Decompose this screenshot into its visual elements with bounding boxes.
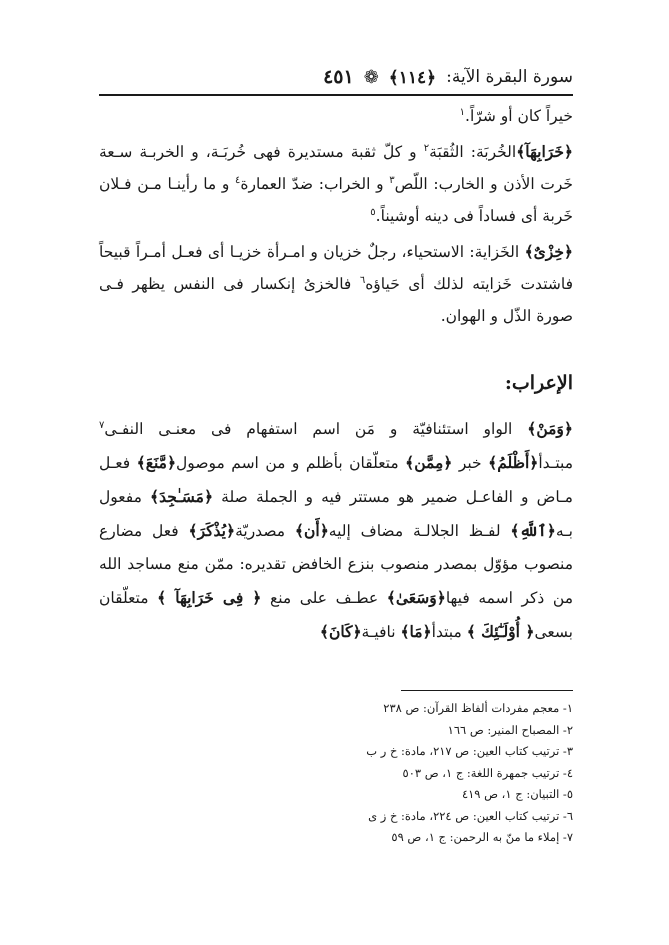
quran-word: ﴿أَن﴾ — [294, 521, 329, 540]
footnote-marker: ٧ — [99, 419, 105, 431]
quran-word: ﴿مَسَـٰجِدَ﴾ — [150, 487, 214, 506]
quran-word: ﴿وَمَنْ﴾ — [527, 419, 573, 438]
header-divider — [99, 94, 573, 96]
quran-word: ﴿مَا﴾ — [400, 622, 432, 641]
footnote-marker: ٦ — [359, 274, 366, 286]
quran-word: ﴿وَسَعَىٰ﴾ — [386, 588, 446, 607]
quran-word: ﴿كَانَ﴾ — [319, 622, 362, 641]
surah-label: سورة البقرة الآية: — [446, 67, 573, 87]
quran-word: ﴿خِزْىٌ﴾ — [524, 242, 573, 261]
page-number: ٤٥١ — [323, 66, 354, 88]
quran-word: ﴿ٱللَّهِ﴾ — [510, 521, 556, 540]
footnote-marker: ٤ — [234, 174, 241, 186]
ayah-reference: ﴿١١٤﴾ — [388, 67, 437, 88]
footnote-marker: ١ — [459, 106, 466, 118]
page-header — [99, 60, 573, 94]
quran-word: ﴿ فِى خَرَابِهَآ ﴾ — [157, 588, 262, 607]
quran-word: ﴿أَظْلَمُ﴾ — [488, 453, 539, 472]
footnote-marker: ٥ — [370, 206, 376, 218]
flower-ornament-icon: ❁ — [363, 66, 379, 88]
paragraph-khizy: ﴿خِزْىٌ﴾ الخَزاية: الاستحياء، رجلٌ خزيان و امـرأة خزيـا أى فعـل أمـراً قبيحاً فاشتدت خَزايته لذلك أى حَياؤه$^٦$ فالخزىُ إنكسار فى النفس يظهر فـى صورة الذّل و الهوان. — [99, 242, 573, 325]
footnote-item: ٦- ترتيب كتاب العين: ص ٢٢٤، مادة: خ ز ى — [368, 808, 573, 823]
footnote-item: ٣- ترتيب كتاب العين: ص ٢١٧، مادة: خ ر ب — [366, 744, 573, 758]
footnote-marker: ٣ — [389, 174, 395, 186]
quran-word: ﴿مِمَّن﴾ — [405, 453, 453, 472]
paragraph-kharabiha: ﴿خَرَابِهَآ﴾الخُربَة: الثُقبَة$^٢$ و كلّ ثقبة مستديرة فهى خُربَـة، و الخربـة سـعة خَرت الأذن و الخارب: اللّص$^٣$ و الخراب: ضدّ العمارة$^٤$ و ما رأينـا مـن فـلان خَربة أى فساداً فى دينه أوشيناً.$^٥$ — [99, 142, 574, 225]
quran-word: ﴿ أُوْلَـٰٓئِكَ ﴾ — [466, 622, 535, 641]
quran-word: ﴿خَرَابِهَآ﴾ — [516, 142, 573, 161]
footnote-item: ١- معجم مفردات ألفاظ القرآن: ص ٢٣٨ — [383, 701, 573, 715]
i3rab-text — [99, 412, 573, 649]
quran-word: ﴿يُذْكَرَ﴾ — [188, 521, 236, 540]
footnote-item: ٥- التبيان: ج ١، ص ٤١٩ — [461, 787, 573, 801]
i3rab-paragraph: ﴿وَمَنْ﴾ الواو استئنافيّة و مَن اسم استفهام فى معنـى النفـى$^٧$ مبتـدأ﴿أَظْلَمُ﴾ خبر ﴿مِمَّن﴾ متعلّقان بأظلم و من اسم موصول﴿مَّنَعَ﴾ فعـل مـاض و الفاعـل ضمير هو مستتر فيه و الجملة صلة ﴿مَسَـٰجِدَ﴾ مفعول بـه﴿ٱللَّهِ﴾ لفـظ الجلالـة مضاف إليه﴿أَن﴾ مصدريّة﴿يُذْكَرَ﴾ فعل مضارع منصوب مؤوّل بمصدر منصوب بنزع الخافض تقديره: ممّن منع مساجد الله من ذكر اسمه فيها﴿وَسَعَىٰ﴾ عطـف على منع ﴿ فِى خَرَابِهَآ ﴾ متعلّقان بسعى﴿ أُوْلَـٰٓئِكَ ﴾ مبتدأ﴿مَا﴾ نافيـة﴿كَانَ﴾ — [99, 419, 574, 641]
footnotes — [99, 698, 573, 849]
footnote-item: ٧- إملاء ما منّ به الرحمن: ج ١، ص ٥٩ — [391, 830, 573, 844]
section-heading-i3rab: الإعراب: — [504, 372, 573, 394]
paragraph-intro: خيراً كان أو شرّاً.$^١$ — [459, 106, 573, 125]
footnote-item: ٢- المصباح المنير: ص ١٦٦ — [447, 722, 573, 737]
footnote-divider — [401, 690, 573, 691]
main-text — [99, 100, 573, 336]
footnote-marker: ٢ — [423, 142, 430, 154]
footnote-item: ٤- ترتيب جمهرة اللغة: ج ١، ص ٥٠٣ — [402, 765, 573, 780]
quran-word: ﴿مَّنَعَ﴾ — [136, 453, 177, 472]
